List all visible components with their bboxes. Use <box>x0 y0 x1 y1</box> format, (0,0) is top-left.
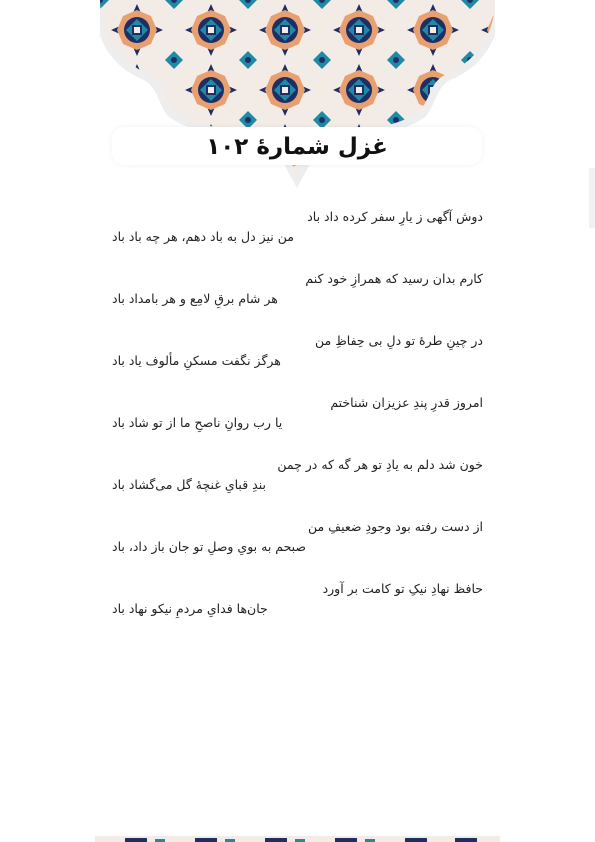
couplet-5 <box>112 455 483 517</box>
hemistich-second: هر شام برقِ لامِع و هر بامداد باد <box>112 291 278 306</box>
couplet-3 <box>112 331 483 393</box>
hemistich-second: هرگز نگفت مسکنِ مألوف یاد باد <box>112 353 281 368</box>
couplet-6 <box>112 517 483 579</box>
couplet-2 <box>112 269 483 331</box>
couplet-1 <box>112 207 483 269</box>
side-tab <box>589 168 595 228</box>
hemistich-second: بندِ قبایِ غنچهٔ گل می‌گشاد باد <box>112 477 266 492</box>
hemistich-first: خون شد دلم به یادِ تو هر گه که در چمن <box>277 457 483 472</box>
hemistich-first: امروز قدرِ پندِ عزیزان شناختم <box>330 395 483 410</box>
tile-border-strip <box>95 836 500 842</box>
couplet-4 <box>112 393 483 455</box>
hemistich-second: من نیز دل به باد دهم، هر چه باد باد <box>112 229 294 244</box>
hemistich-first: در چینِ طرهٔ تو دلِ بی حِفاظِ من <box>315 333 483 348</box>
hemistich-first: کارم بدان رسید که همرازِ خود کنم <box>305 271 483 286</box>
hemistich-first: از دست رفته بود وجودِ ضعیفِ من <box>307 519 483 534</box>
hemistich-first: دوش آگهی ز یارِ سفر کرده داد باد <box>307 209 483 224</box>
couplet-7 <box>112 579 483 641</box>
poem-body <box>112 207 483 641</box>
hemistich-second: صبحم به بویِ وصلِ تو جان باز داد، باد <box>112 539 307 554</box>
hemistich-second: یا رب روانِ ناصحِ ما از تو شاد باد <box>112 415 283 430</box>
hemistich-first: حافظ نهادِ نیکِ تو کامت بر آورد <box>322 581 483 596</box>
hemistich-second: جان‌ها فدایِ مردمِ نیکو نهاد باد <box>112 601 268 616</box>
poem-title: غزل شمارهٔ ۱۰۲ <box>206 134 388 160</box>
